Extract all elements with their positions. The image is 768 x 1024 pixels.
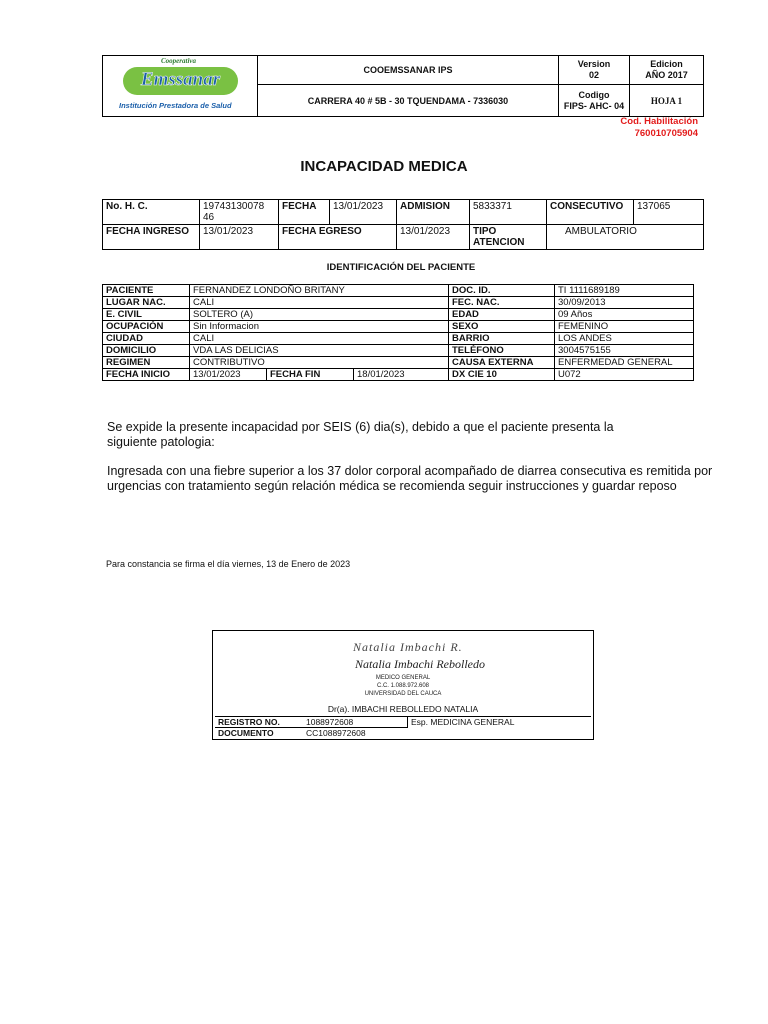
table-row — [103, 309, 694, 321]
version-cell — [559, 56, 630, 85]
doctor-name: Dr(a). IMBACHI REBOLLEDO NATALIA — [327, 704, 479, 714]
regimen-value: CONTRIBUTIVO — [190, 357, 449, 369]
sheet-number: HOJA 1 — [630, 85, 704, 117]
causa-value: ENFERMEDAD GENERAL — [555, 357, 694, 369]
barrio-label: BARRIO — [449, 333, 555, 345]
registro-value: 1088972608 — [303, 717, 408, 728]
barrio-value: LOS ANDES — [555, 333, 694, 345]
edition-label: Edicion — [650, 59, 683, 70]
admision-value: 5833371 — [470, 200, 547, 225]
stamp-university: UNIVERSIDAD DEL CAUCA — [364, 691, 442, 697]
table-row — [103, 333, 694, 345]
handwritten-signature-line2: Natalia Imbachi Rebolledo — [355, 657, 485, 671]
document-title: INCAPACIDAD MEDICA — [300, 158, 468, 175]
patient-section-title: IDENTIFICACIÓN DEL PACIENTE — [326, 262, 476, 273]
patient-table — [102, 284, 694, 381]
code-cell — [559, 85, 630, 117]
domicilio-value: VDA LAS DELICIAS — [190, 345, 449, 357]
lugar-value: CALI — [190, 297, 449, 309]
habilitation-value: 760010705904 — [634, 128, 698, 139]
habilitation-label: Cod. Habilitación — [620, 116, 698, 127]
table-row — [103, 321, 694, 333]
documento-value: CC1088972608 — [303, 728, 408, 739]
pathology-description: Ingresada con una fiebre superior a los 37 dolor corporal acompañado de diarrea consecutiva es remitida por urgencias con tratamiento según relación médica se recomienda seguir instrucciones y guardar reposo — [107, 464, 713, 493]
ingreso-value: 13/01/2023 — [200, 225, 279, 250]
lugar-label: LUGAR NAC. — [103, 297, 190, 309]
fin-value: 18/01/2023 — [354, 369, 449, 381]
incapacity-statement: Se expide la presente incapacidad por SEIS (6) dia(s), debido a que el paciente presenta la siguiente patologia: — [107, 420, 614, 449]
table-row — [103, 369, 694, 381]
institution-name: COOEMSSANAR IPS — [258, 56, 559, 85]
telefono-label: TELÉFONO — [449, 345, 555, 357]
domicilio-label: DOMICILIO — [103, 345, 190, 357]
table-row — [103, 285, 694, 297]
signature-area — [213, 631, 593, 709]
inicio-value: 13/01/2023 — [190, 369, 267, 381]
code-value: FIPS- AHC- 04 — [563, 100, 625, 111]
ciudad-label: CIUDAD — [103, 333, 190, 345]
egreso-value: 13/01/2023 — [397, 225, 470, 250]
edition-value: AÑO 2017 — [645, 70, 688, 81]
ciudad-value: CALI — [190, 333, 449, 345]
stamp-id: C.C. 1.088.972.608 — [376, 683, 430, 689]
documento-label: DOCUMENTO — [215, 728, 303, 739]
edad-value: 09 Años — [555, 309, 694, 321]
logo-emblem — [123, 67, 238, 95]
inicio-label: FECHA INICIO — [103, 369, 190, 381]
consecutivo-label: CONSECUTIVO — [547, 200, 634, 225]
sexo-label: SEXO — [449, 321, 555, 333]
admision-label: ADMISION — [397, 200, 470, 225]
ingreso-label: FECHA INGRESO — [103, 225, 200, 250]
code-label: Codigo — [578, 89, 610, 100]
stamp-title: MEDICO GENERAL — [375, 675, 431, 681]
especialidad: Esp. MEDICINA GENERAL — [408, 717, 592, 728]
edition-cell — [630, 56, 704, 85]
logo-cooperativa: Cooperativa — [161, 57, 196, 65]
version-label: Version — [577, 59, 611, 70]
logo-cell — [103, 56, 258, 117]
egreso-label: FECHA EGRESO — [279, 225, 397, 250]
logo-tagline: Institución Prestadora de Salud — [119, 101, 232, 110]
header-table — [102, 55, 704, 117]
civil-label: E. CIVIL — [103, 309, 190, 321]
telefono-value: 3004575155 — [555, 345, 694, 357]
hc-value: 19743130078 46 — [200, 200, 279, 225]
consecutivo-value: 137065 — [634, 200, 704, 225]
logo-name: Emssanar — [140, 69, 221, 90]
ocupacion-value: Sin Informacion — [190, 321, 449, 333]
atencion-label: TIPO ATENCION — [470, 225, 547, 250]
sexo-value: FEMENINO — [555, 321, 694, 333]
causa-label: CAUSA EXTERNA — [449, 357, 555, 369]
dx-value: U072 — [555, 369, 694, 381]
doc-value: TI 1111689189 — [555, 285, 694, 297]
handwritten-signature-line1: Natalia Imbachi R. — [353, 640, 463, 654]
edad-label: EDAD — [449, 309, 555, 321]
paciente-value: FERNANDEZ LONDOÑO BRITANY — [190, 285, 449, 297]
table-row — [103, 297, 694, 309]
doctor-details-table — [215, 716, 591, 738]
fecha-label: FECHA — [279, 200, 330, 225]
empty-cell — [408, 728, 592, 739]
ocupacion-label: OCUPACIÓN — [103, 321, 190, 333]
table-row — [103, 357, 694, 369]
regimen-label: REGIMEN — [103, 357, 190, 369]
habilitation-code — [600, 116, 698, 140]
version-value: 02 — [588, 70, 599, 81]
emssanar-logo — [105, 57, 255, 115]
dx-label: DX CIE 10 — [449, 369, 555, 381]
signature-statement: Para constancia se firma el día viernes, 13 de Enero de 2023 — [106, 559, 351, 569]
fecha-value: 13/01/2023 — [330, 200, 397, 225]
registro-label: REGISTRO NO. — [215, 717, 303, 728]
fecnac-label: FEC. NAC. — [449, 297, 555, 309]
table-row — [103, 345, 694, 357]
institution-address: CARRERA 40 # 5B - 30 TQUENDAMA - 7336030 — [258, 85, 559, 117]
civil-value: SOLTERO (A) — [190, 309, 449, 321]
fecnac-value: 30/09/2013 — [555, 297, 694, 309]
atencion-value: AMBULATORIO — [547, 225, 704, 250]
signature-box — [212, 630, 594, 740]
admission-table — [102, 199, 704, 250]
hc-label: No. H. C. — [103, 200, 200, 225]
doc-label: DOC. ID. — [449, 285, 555, 297]
fin-label: FECHA FIN — [267, 369, 354, 381]
paciente-label: PACIENTE — [103, 285, 190, 297]
